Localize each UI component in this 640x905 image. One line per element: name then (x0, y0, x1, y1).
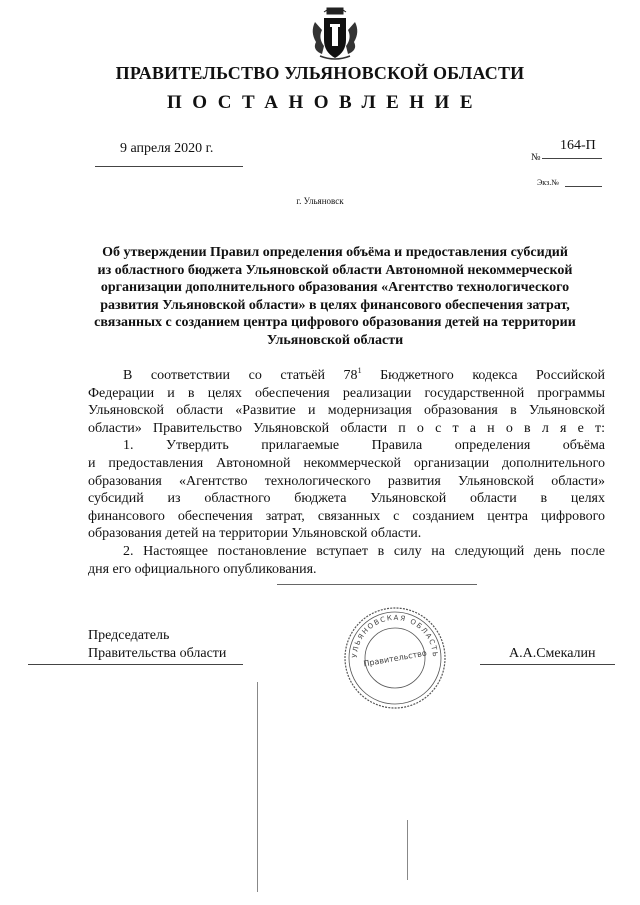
copy-number-label: Экз.№ (537, 178, 559, 187)
document-number: 164-П (560, 138, 596, 153)
number-underline (542, 158, 602, 159)
paragraph-2-line: и предоставления Автономной некоммерческой организации дополнительного (88, 455, 605, 471)
signature-underline-right (480, 664, 615, 665)
city: г. Ульяновск (296, 196, 344, 206)
title-line: Об утверждении Правил определения объёма и предоставления субсидий (102, 245, 568, 260)
scan-artifact-line (407, 820, 408, 880)
government-name: ПРАВИТЕЛЬСТВО УЛЬЯНОВСКОЙ ОБЛАСТИ (115, 63, 525, 83)
paragraph-2-line: субсидий из областного бюджета Ульяновской области в целях (88, 491, 605, 507)
paragraph-2-line: образования детей на территории Ульяновской области. (88, 526, 422, 542)
paragraph-1-line: области» Правительство Ульяновской области п о с т а н о в л я е т: (88, 420, 605, 436)
paragraph-1-line: Ульяновской области «Развитие и модернизация образования в Ульяновской (88, 403, 605, 419)
date-underline (95, 166, 243, 167)
title-line: развития Ульяновской области» в целях финансового обеспечения затрат, (100, 297, 570, 313)
signature-underline-left (28, 664, 243, 665)
paragraph-3-line: 2. Настоящее постановление вступает в силу на следующий день после (123, 543, 605, 559)
official-stamp (343, 606, 447, 710)
coat-of-arms-icon (310, 2, 360, 62)
stamp-ring-text: УЛЬЯНОВСКАЯ ОБЛАСТЬ (350, 613, 440, 659)
title-line: из областного бюджета Ульяновской области Автономной некоммерческой (97, 262, 573, 278)
document-type: ПОСТАНОВЛЕНИЕ (166, 92, 484, 113)
document-title (60, 244, 610, 350)
scan-artifact-line (257, 682, 258, 892)
stamp-center-text: Правительство (362, 648, 428, 669)
paragraph-2-line: 1. Утвердить прилагаемые Правила определения объёма (123, 438, 605, 454)
signatory-name: А.А.Смекалин (509, 646, 596, 661)
document-body (88, 367, 605, 578)
signatory-title-line1: Председатель (88, 628, 170, 643)
superscript: 1 (357, 366, 362, 375)
text-fragment: В соответствии со статьёй 78 (123, 368, 358, 383)
document-date: 9 апреля 2020 г. (120, 141, 214, 156)
paragraph-2-line: образования «Агентство технологического развития Ульяновской области» (88, 473, 605, 489)
copy-number-underline (565, 186, 602, 187)
paragraph-1-line (88, 367, 605, 385)
separator-line (277, 584, 477, 585)
signatory-title-line2: Правительства области (88, 646, 227, 661)
paragraph-2-line: финансового обеспечения затрат, связанных с созданием центра цифрового (88, 508, 605, 524)
paragraph-1-line: Федерации и в целях обеспечения реализации государственной программы (88, 385, 605, 401)
title-line: Ульяновской области (266, 332, 404, 348)
title-line: связанных с созданием центра цифрового образования детей на территории (94, 315, 576, 331)
paragraph-3-line: дня его официального опубликования. (88, 561, 317, 577)
title-line: организации дополнительного образования «Агентство технологического (100, 280, 570, 296)
text-fragment: Бюджетного кодекса Российской (361, 368, 605, 383)
number-label: № (531, 152, 541, 163)
